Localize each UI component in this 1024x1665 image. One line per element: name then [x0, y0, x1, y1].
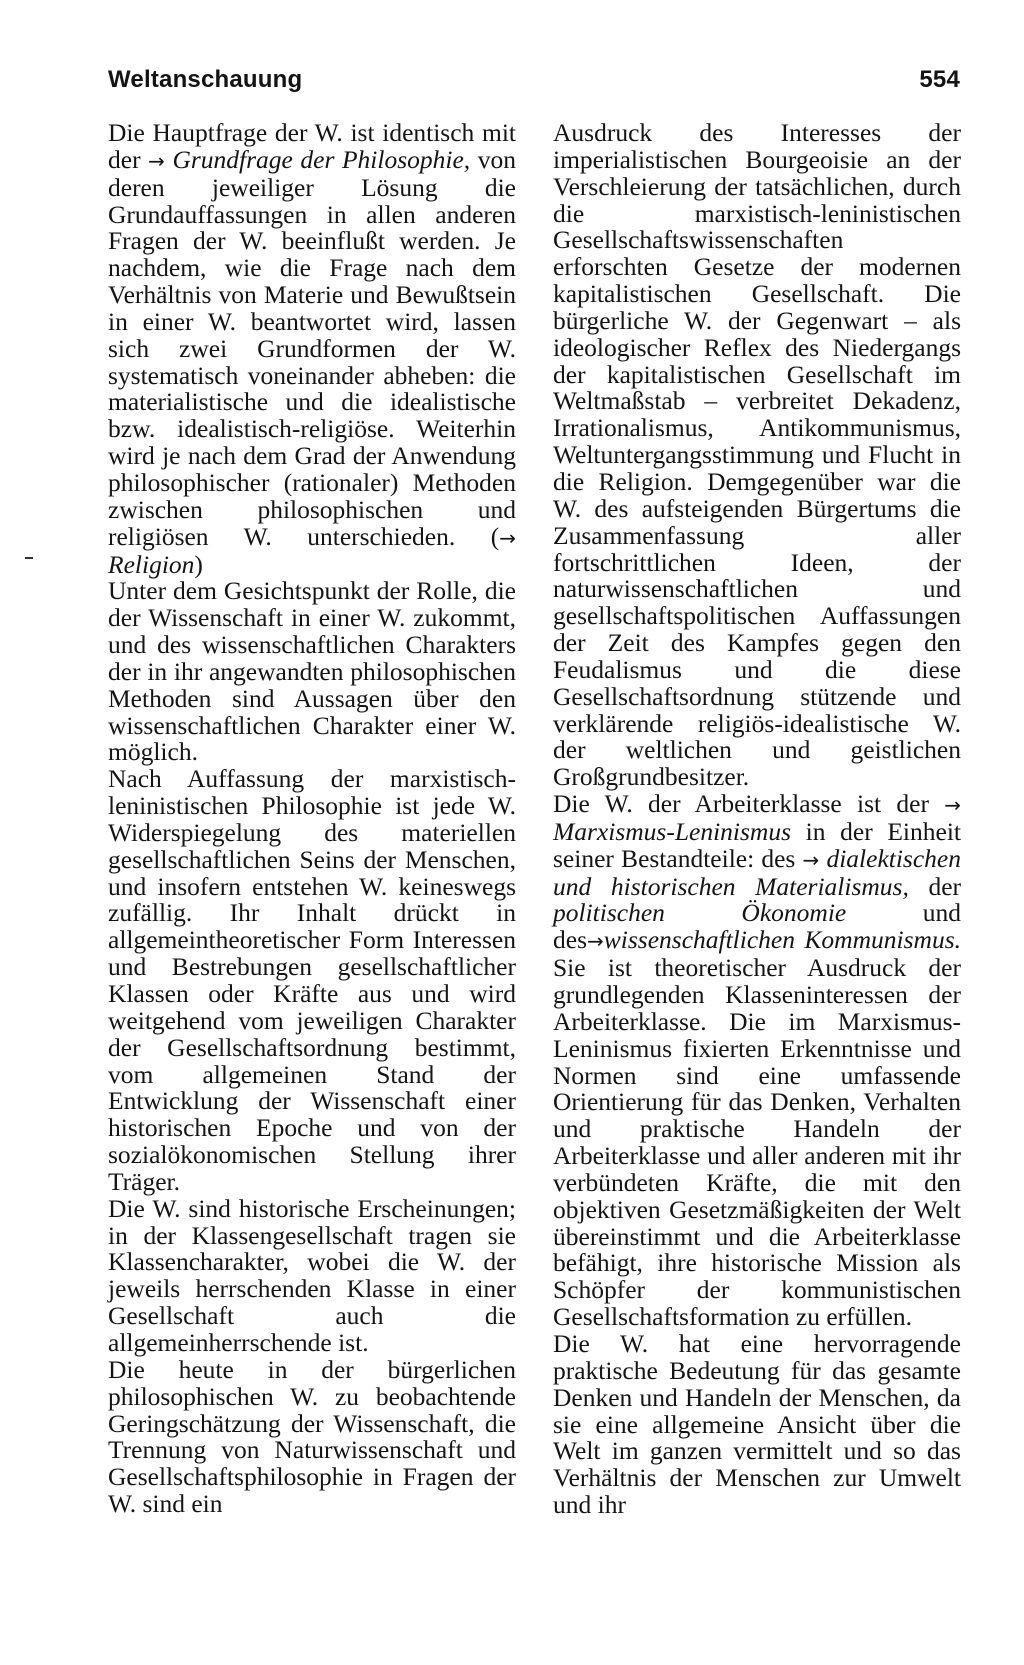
- page-number: 554: [919, 66, 960, 93]
- text-run: und des: [553, 898, 962, 955]
- cross-reference-link[interactable]: Religion: [108, 549, 195, 579]
- paragraph: [553, 791, 961, 1331]
- running-head: Weltanschauung: [108, 66, 303, 93]
- cross-reference-link[interactable]: dialektischen und historischen Materialismus,: [553, 843, 961, 901]
- left-column: [108, 120, 516, 1518]
- paragraph: Ausdruck des Interesses der imperialistischen Bourgeoisie an der Verschleierung der tatsächlichen, durch die marxistisch-leninistischen Gesellschaftswissenschaften erforschten Gesetze der modernen kapitalistischen Gesellschaft. Die bürgerliche W. der Gegenwart – als ideologischer Reflex des Niedergangs der kapitalistischen Gesellschaft im Weltmaßstab – verbreitet Dekadenz, Irrationalismus, Antikommunismus, Weltuntergangsstimmung und Flucht in die Religion. Demgegenüber war die W. des aufsteigenden Bürgertums die Zusammenfassung aller fortschrittlichen Ideen, der naturwissenschaftlichen und gesellschaftspolitischen Auffassungen der Zeit des Kampfes gegen den Feudalismus und die diese Gesellschaftsordnung stützende und verklärende religiös-idealistische W. der weltlichen und geistlichen Großgrundbesitzer.: [553, 118, 961, 792]
- paragraph: Die W. sind historische Erscheinungen; in der Klassengesellschaft tragen sie Klassencharakter, wobei die W. der jeweils herrschenden Klasse in einer Gesellschaft auch die allgemeinherrschende ist.: [108, 1193, 516, 1357]
- text-run: Die W. der Arbeiterklasse ist der: [553, 789, 945, 819]
- paragraph: [108, 120, 516, 578]
- cross-reference-link[interactable]: Marxismus-Leninismus: [553, 816, 792, 846]
- paragraph: Die heute in der bürgerlichen philosophischen W. zu beobachtende Geringschätzung der Wissenschaft, die Trennung von Naturwissenschaft und Gesellschaftsphilosophie in Fragen der W. sind ein: [108, 1354, 516, 1519]
- paragraph: Nach Auffassung der marxistisch-leninistischen Philosophie ist jede W. Widerspiegelung des materiellen gesellschaftlichen Seins der Menschen, und insofern entstehen W. keineswegs zufällig. Ihr Inhalt drückt in allgemeintheoretischer Form Interessen und Bestrebungen gesellschaftlicher Klassen oder Kräfte aus und wird weitgehend vom jeweiligen Charakter der Gesellschaftsordnung bestimmt, vom allgemeinen Stand der Entwicklung der Wissenschaft einer historischen Epoche und von der sozialökonomischen Stellung ihrer Träger.: [108, 764, 516, 1196]
- margin-mark: [25, 557, 33, 559]
- cross-reference-arrow-icon: →: [499, 525, 516, 550]
- text-run: Die Hauptfrage der W. ist identisch mit der: [108, 118, 516, 174]
- paragraph: Unter dem Gesichtspunkt der Rolle, die der Wissenschaft in einer W. zukommt, und des wissenschaftlichen Charakters der in ihr angewandten philosophischen Methoden sind Aussagen über den wissenschaftlichen Charakter einer W. möglich.: [108, 576, 516, 767]
- cross-reference-arrow-icon: →: [802, 847, 820, 872]
- cross-reference-arrow-icon: →: [148, 148, 165, 173]
- cross-reference-link[interactable]: Grundfrage der Philosophie,: [172, 144, 471, 174]
- right-column: [553, 120, 961, 1519]
- text-run: von deren jeweiliger Lösung die Grundauffassungen in allen anderen Fragen der W. beeinflußt werden. Je nachdem, wie die Frage nach dem Verhältnis von Materie und Bewußtsein in einer W. beantwortet wird, lassen sich zwei Grundformen der W. systematisch voneinander abheben: die materialistische und die idealistische bzw. idealistisch-religiöse. Weiterhin wird je nach dem Grad der Anwendung philosophischer (rationaler) Methoden zwischen philosophischen und religiösen W. unterschieden. (: [108, 144, 516, 551]
- text-run: ): [194, 549, 203, 579]
- cross-reference-arrow-icon: →: [944, 793, 961, 818]
- page-header: [108, 66, 960, 94]
- cross-reference-arrow-icon: →: [587, 929, 604, 954]
- cross-reference-link[interactable]: politischen Ökonomie: [553, 898, 847, 928]
- cross-reference-link[interactable]: wissenschaftlichen Kommunismus.: [603, 925, 961, 955]
- text-run: der: [908, 871, 962, 901]
- paragraph: Die W. hat eine hervorragende praktische Bedeutung für das gesamte Denken und Handeln der Menschen, da sie eine allgemeine Ansicht über die Welt im ganzen vermittelt und so das Verhältnis der Menschen zur Umwelt und ihr: [553, 1328, 961, 1520]
- text-run: Sie ist theoretischer Ausdruck der grundlegenden Klasseninteressen der Arbeiterklasse. Die im Marxismus-Leninismus fixierten Erkenntnisse und Normen sind eine umfassende Orientierung für das Denken, Verhalten und praktische Handeln der Arbeiterklasse und aller anderen mit ihr verbündeten Kräfte, die mit den objektiven Gesetzmäßigkeiten der Welt übereinstimmt und die Arbeiterklasse befähigt, ihre historische Mission als Schöpfer der kommunistischen Gesellschaftsformation zu erfüllen.: [553, 953, 961, 1332]
- text-run: in der Einheit seiner Bestandteile: des: [553, 816, 961, 873]
